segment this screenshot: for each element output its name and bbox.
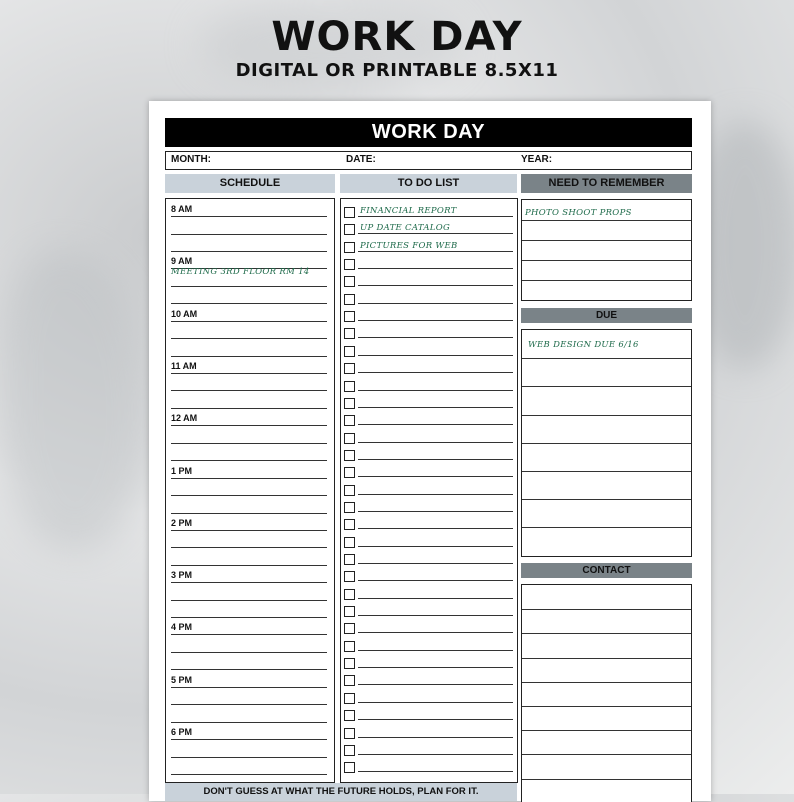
schedule-line[interactable] (171, 687, 327, 688)
contact-line[interactable] (522, 754, 691, 755)
todo-checkbox[interactable] (344, 571, 355, 582)
todo-checkbox[interactable] (344, 363, 355, 374)
schedule-line[interactable] (171, 321, 327, 322)
remember-box (521, 199, 692, 301)
todo-checkbox[interactable] (344, 398, 355, 409)
schedule-line[interactable] (171, 547, 327, 548)
todo-checkbox[interactable] (344, 519, 355, 530)
schedule-time-label: 4 PM (171, 622, 193, 633)
todo-line[interactable] (358, 598, 513, 599)
todo-line[interactable] (358, 511, 513, 512)
contact-line[interactable] (522, 779, 691, 780)
todo-checkbox[interactable] (344, 346, 355, 357)
todo-line[interactable] (358, 719, 513, 720)
background-texture (0, 250, 150, 550)
year-label: YEAR: (521, 154, 553, 165)
todo-checkbox[interactable] (344, 762, 355, 773)
schedule-line[interactable] (171, 565, 327, 566)
contact-line[interactable] (522, 730, 691, 731)
todo-line[interactable] (358, 337, 513, 338)
schedule-line[interactable] (171, 600, 327, 601)
todo-checkbox[interactable] (344, 381, 355, 392)
schedule-time-label: 2 PM (171, 517, 193, 528)
schedule-line[interactable] (171, 774, 327, 775)
schedule-header: SCHEDULE (165, 174, 335, 193)
schedule-line[interactable] (171, 495, 327, 496)
schedule-line[interactable] (171, 373, 327, 374)
remember-line[interactable] (522, 220, 691, 221)
todo-line[interactable] (358, 580, 513, 581)
todo-checkbox[interactable] (344, 745, 355, 756)
schedule-time-label: 11 AM (171, 360, 197, 371)
todo-line[interactable] (358, 528, 513, 529)
schedule-line[interactable] (171, 617, 327, 618)
todo-checkbox[interactable] (344, 328, 355, 339)
schedule-time-label: 6 PM (171, 727, 193, 737)
schedule-line[interactable] (171, 669, 327, 670)
due-box (521, 329, 692, 557)
todo-checkbox[interactable] (344, 589, 355, 600)
schedule-line[interactable] (171, 704, 327, 705)
todo-checkbox[interactable] (344, 675, 355, 686)
todo-line[interactable] (358, 407, 513, 408)
todo-line[interactable] (358, 233, 513, 234)
todo-checkbox[interactable] (344, 554, 355, 565)
todo-line[interactable] (358, 459, 513, 460)
todo-line[interactable] (358, 303, 513, 304)
todo-line[interactable] (358, 563, 513, 564)
todo-checkbox[interactable] (344, 259, 355, 270)
date-label: DATE: (346, 154, 376, 165)
todo-header: TO DO LIST (340, 174, 517, 193)
contact-header: CONTACT (521, 563, 692, 578)
schedule-line[interactable] (171, 739, 327, 740)
todo-line[interactable] (358, 424, 513, 425)
todo-checkbox[interactable] (344, 311, 355, 322)
schedule-line[interactable] (171, 460, 327, 461)
remember-line[interactable] (522, 240, 691, 241)
due-line[interactable] (522, 443, 691, 444)
due-line[interactable] (522, 358, 691, 359)
todo-line[interactable] (358, 442, 513, 443)
schedule-time-label: 5 PM (171, 674, 193, 685)
todo-line[interactable] (358, 355, 513, 356)
todo-checkbox[interactable] (344, 294, 355, 305)
product-subtitle: DIGITAL OR PRINTABLE 8.5X11 (235, 60, 559, 81)
todo-line[interactable] (358, 251, 513, 252)
todo-checkbox[interactable] (344, 502, 355, 513)
todo-checkbox[interactable] (344, 450, 355, 461)
todo-checkbox[interactable] (344, 242, 355, 253)
schedule-line[interactable] (171, 356, 327, 357)
schedule-line[interactable] (171, 338, 327, 339)
due-line[interactable] (522, 471, 691, 472)
todo-item-text: FINANCIAL REPORT (360, 206, 457, 216)
planner-page (149, 101, 711, 801)
schedule-time-label: 12 AM (171, 413, 198, 424)
todo-line[interactable] (358, 494, 513, 495)
schedule-line[interactable] (171, 513, 327, 514)
planner-title: WORK DAY (165, 118, 692, 147)
todo-checkbox[interactable] (344, 433, 355, 444)
remember-line[interactable] (522, 260, 691, 261)
schedule-time-label: 9 AM (171, 256, 193, 267)
contact-box (521, 584, 692, 802)
todo-line[interactable] (358, 390, 513, 391)
todo-line[interactable] (358, 320, 513, 321)
month-label: MONTH: (171, 154, 211, 165)
schedule-line[interactable] (171, 652, 327, 653)
schedule-line[interactable] (171, 425, 327, 426)
due-line[interactable] (522, 499, 691, 500)
todo-line[interactable] (358, 667, 513, 668)
schedule-line[interactable] (171, 234, 327, 235)
todo-checkbox[interactable] (344, 467, 355, 478)
due-line[interactable] (522, 415, 691, 416)
contact-line[interactable] (522, 633, 691, 634)
schedule-line[interactable] (171, 443, 327, 444)
todo-checkbox[interactable] (344, 693, 355, 704)
contact-line[interactable] (522, 658, 691, 659)
due-line[interactable] (522, 386, 691, 387)
schedule-line[interactable] (171, 408, 327, 409)
todo-checkbox[interactable] (344, 623, 355, 634)
todo-line[interactable] (358, 702, 513, 703)
due-header: DUE (521, 308, 692, 323)
schedule-line[interactable] (171, 722, 327, 723)
remember-item-text: PHOTO SHOOT PROPS (525, 208, 632, 218)
contact-line[interactable] (522, 609, 691, 610)
todo-line[interactable] (358, 684, 513, 685)
todo-line[interactable] (358, 372, 513, 373)
schedule-line[interactable] (171, 216, 327, 217)
todo-checkbox[interactable] (344, 728, 355, 739)
remember-line[interactable] (522, 280, 691, 281)
todo-line[interactable] (358, 615, 513, 616)
schedule-line[interactable] (171, 634, 327, 635)
todo-line[interactable] (358, 754, 513, 755)
todo-line[interactable] (358, 632, 513, 633)
schedule-line[interactable] (171, 530, 327, 531)
todo-checkbox[interactable] (344, 485, 355, 496)
todo-line[interactable] (358, 650, 513, 651)
schedule-time-label: 8 AM (171, 204, 193, 214)
todo-line[interactable] (358, 771, 513, 772)
schedule-line[interactable] (171, 251, 327, 252)
schedule-line[interactable] (171, 390, 327, 391)
schedule-time-label: 10 AM (171, 308, 198, 319)
schedule-line[interactable] (171, 286, 327, 287)
todo-checkbox[interactable] (344, 537, 355, 548)
schedule-line[interactable] (171, 757, 327, 758)
schedule-entry: MEETING 3RD FLOOR RM 14 (171, 267, 310, 278)
todo-line[interactable] (358, 285, 513, 286)
todo-checkbox[interactable] (344, 710, 355, 721)
remember-header: NEED TO REMEMBER (521, 174, 692, 193)
schedule-box (165, 198, 335, 783)
todo-checkbox[interactable] (344, 276, 355, 287)
schedule-line[interactable] (171, 478, 327, 479)
todo-line[interactable] (358, 476, 513, 477)
schedule-line[interactable] (171, 582, 327, 583)
todo-checkbox[interactable] (344, 641, 355, 652)
todo-checkbox[interactable] (344, 606, 355, 617)
todo-line[interactable] (358, 546, 513, 547)
schedule-time-label: 3 PM (171, 570, 193, 581)
todo-line[interactable] (358, 268, 513, 269)
product-title: WORK DAY (271, 14, 523, 60)
todo-item-text: PICTURES FOR WEB (360, 240, 458, 251)
todo-item-text: UP DATE CATALOG (360, 223, 451, 234)
todo-checkbox[interactable] (344, 224, 355, 235)
todo-checkbox[interactable] (344, 415, 355, 426)
schedule-time-label: 1 PM (171, 465, 193, 476)
contact-line[interactable] (522, 682, 691, 683)
contact-line[interactable] (522, 706, 691, 707)
todo-checkbox[interactable] (344, 658, 355, 669)
due-line[interactable] (522, 527, 691, 528)
schedule-line[interactable] (171, 303, 327, 304)
due-item-text: WEB DESIGN DUE 6/16 (528, 340, 639, 350)
todo-line[interactable] (358, 737, 513, 738)
todo-checkbox[interactable] (344, 207, 355, 218)
todo-line[interactable] (358, 216, 513, 217)
todo-box (340, 198, 518, 783)
footer-quote: DON'T GUESS AT WHAT THE FUTURE HOLDS, PLAN FOR IT. (165, 783, 517, 801)
date-row (165, 151, 692, 170)
